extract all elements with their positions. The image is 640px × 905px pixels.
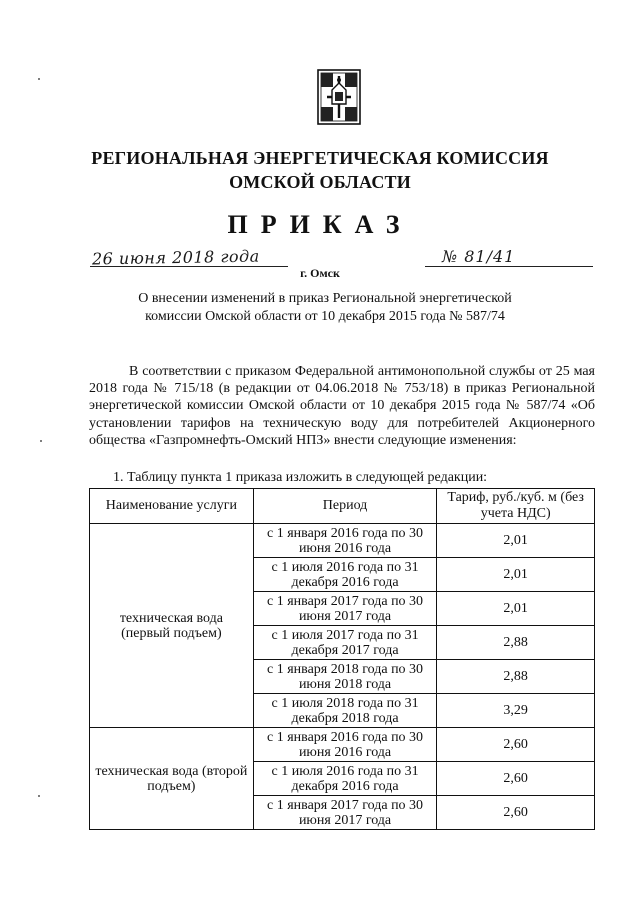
scan-speck <box>38 795 40 797</box>
table-header-row <box>90 489 595 524</box>
organization-name-line1: РЕГИОНАЛЬНАЯ ЭНЕРГЕТИЧЕСКАЯ КОМИССИЯ <box>91 148 549 168</box>
table-row <box>90 524 595 558</box>
header-period: Период <box>253 489 437 524</box>
period-cell: с 1 июля 2018 года по 31 декабря 2018 года <box>253 694 437 728</box>
preamble <box>89 363 595 449</box>
header-service: Наименование услуги <box>90 489 254 524</box>
tariff-table <box>89 488 595 830</box>
scan-speck <box>40 440 42 442</box>
period-cell: с 1 июля 2016 года по 31 декабря 2016 года <box>253 558 437 592</box>
period-cell: с 1 июля 2017 года по 31 декабря 2017 года <box>253 626 437 660</box>
item-1-text: 1. Таблицу пункта 1 приказа изложить в следующей редакции: <box>113 470 488 485</box>
period-cell: с 1 января 2017 года по 30 июня 2017 года <box>253 592 437 626</box>
period-cell: с 1 января 2018 года по 30 июня 2018 года <box>253 660 437 694</box>
period-cell: с 1 января 2016 года по 30 июня 2016 года <box>253 524 437 558</box>
handwritten-order-number: № 81/41 <box>442 247 516 266</box>
tariff-cell: 2,60 <box>437 728 595 762</box>
city-label: г. Омск <box>300 266 340 280</box>
table-row <box>90 728 595 762</box>
preamble-paragraph: В соответствии с приказом Федеральной антимонопольной службы от 25 мая 2018 года № 715/18 (в редакции от 04.06.2018 № 753/18) в приказ Региональной энергетической комиссии Омской области от 10 декабря 2015 года № 587/74 «Об установлении тарифов на техническую воду для потребителей Акционерного общества «Газпромнефть-Омский НПЗ» внести следующие изменения: <box>89 364 595 448</box>
tariff-cell: 3,29 <box>437 694 595 728</box>
tariff-cell: 2,88 <box>437 626 595 660</box>
omsk-coat-of-arms-icon <box>316 68 362 126</box>
organization-name-line2: ОМСКОЙ ОБЛАСТИ <box>229 172 411 192</box>
tariff-cell: 2,60 <box>437 796 595 830</box>
handwritten-date: 26 июня 2018 года <box>91 246 260 269</box>
tariff-cell: 2,01 <box>437 592 595 626</box>
order-subject: О внесении изменений в приказ Региональной энергетической комиссии Омской области от 10 декабря 2015 года № 587/74 <box>138 291 512 324</box>
tariff-cell: 2,01 <box>437 524 595 558</box>
scan-speck <box>38 78 40 80</box>
tariff-cell: 2,01 <box>437 558 595 592</box>
document-type-title: ПРИКАЗ <box>227 210 413 239</box>
header-tariff: Тариф, руб./куб. м (без учета НДС) <box>437 489 595 524</box>
period-cell: с 1 января 2017 года по 30 июня 2017 года <box>253 796 437 830</box>
tariff-cell: 2,60 <box>437 762 595 796</box>
tariff-cell: 2,88 <box>437 660 595 694</box>
period-cell: с 1 июля 2016 года по 31 декабря 2016 года <box>253 762 437 796</box>
service-name-first-lift: техническая вода (первый подъем) <box>90 524 254 728</box>
service-name-second-lift: техническая вода (второй подъем) <box>90 728 254 830</box>
period-cell: с 1 января 2016 года по 30 июня 2016 года <box>253 728 437 762</box>
